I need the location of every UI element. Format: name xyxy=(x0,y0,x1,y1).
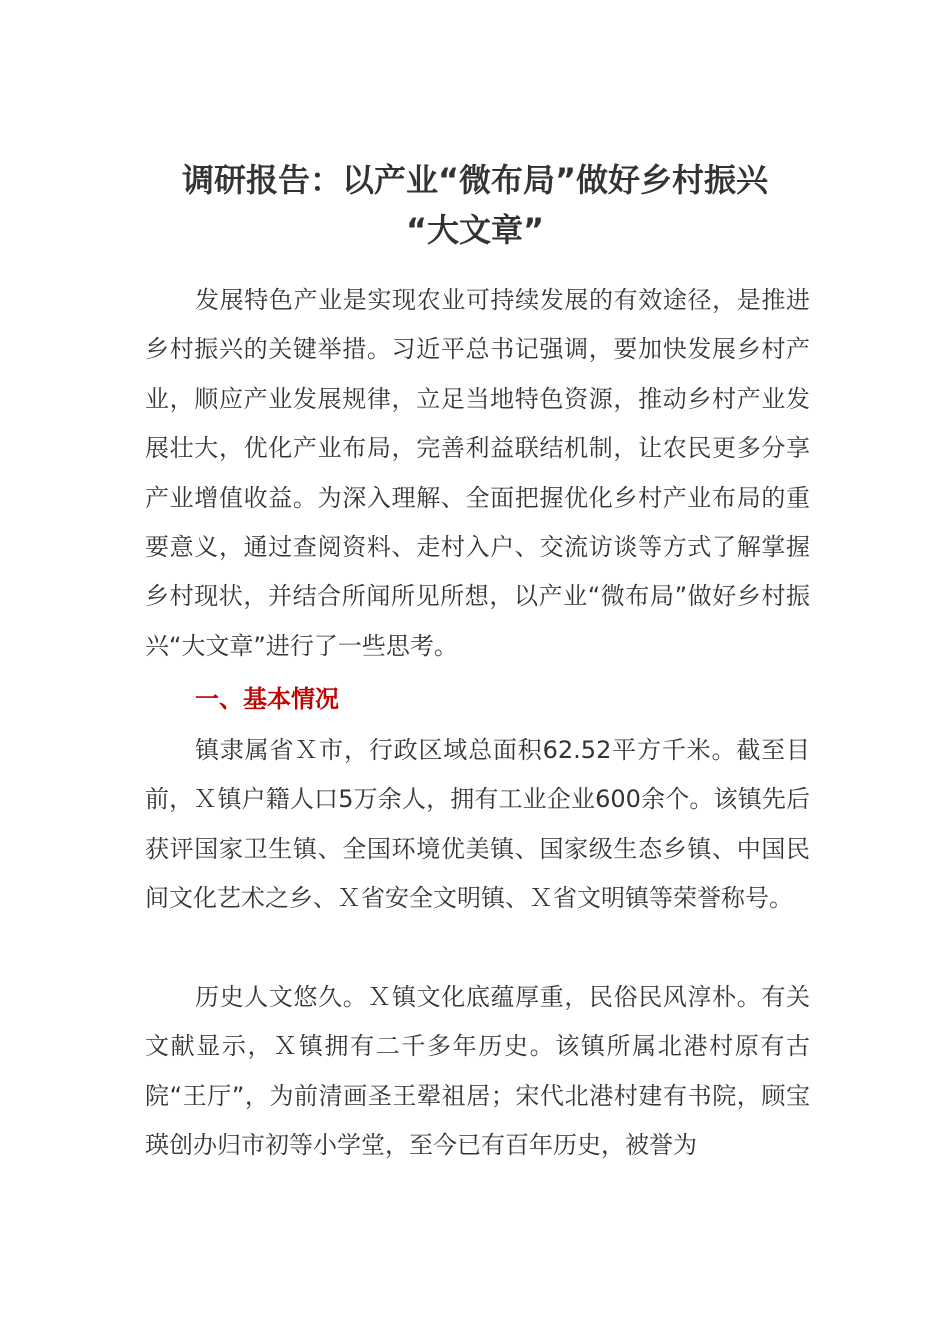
section-heading-basic-info: 一、基本情况 xyxy=(195,685,339,713)
history-paragraph: 历史人文悠久。Ｘ镇文化底蕴厚重，民俗民风淳朴。有关文献显示，Ｘ镇拥有二千多年历史。该镇所属北港村原有古院“王厅”，为前清画圣王翚祖居；宋代北港村建有书院，顾宝瑛创办归市初等小学堂，至今已有百年历史，被誉为 xyxy=(145,983,810,1160)
document-title-line-2: “大文章” xyxy=(405,211,545,249)
town-overview-paragraph: 镇隶属省Ｘ市，行政区域总面积62.52平方千米。截至目前，Ｘ镇户籍人口5万余人，拥有工业企业600余个。该镇先后获评国家卫生镇、全国环境优美镇、国家级生态乡镇、中国民间文化艺术之乡、Ｘ省安全文明镇、Ｘ省文明镇等荣誉称号。 xyxy=(145,736,810,913)
intro-paragraph: 发展特色产业是实现农业可持续发展的有效途径，是推进乡村振兴的关键举措。习近平总书记强调，要加快发展乡村产业，顺应产业发展规律，立足当地特色资源，推动乡村产业发展壮大，优化产业布局，完善利益联结机制，让农民更多分享产业增值收益。为深入理解、全面把握优化乡村产业布局的重要意义，通过查阅资料、走村入户、交流访谈等方式了解掌握乡村现状，并结合所闻所见所想，以产业“微布局”做好乡村振兴“大文章”进行了一些思考。 xyxy=(145,286,810,660)
document-title-line-1: 调研报告：以产业“微布局”做好乡村振兴 xyxy=(181,161,769,199)
